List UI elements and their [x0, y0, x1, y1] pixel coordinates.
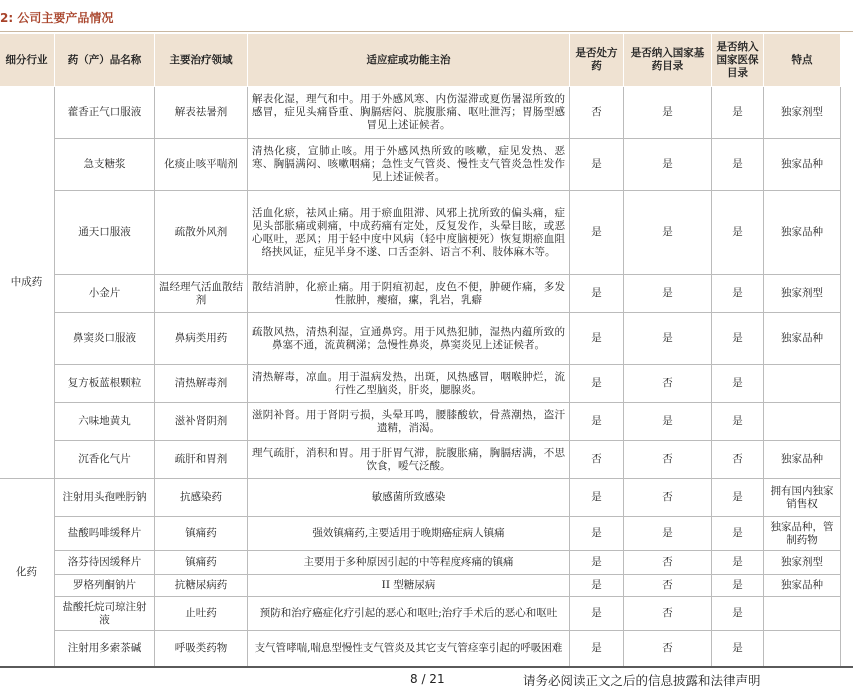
product-name: 罗格列酮钠片 [55, 575, 155, 597]
table-row [0, 403, 841, 441]
table-row [0, 365, 841, 403]
feature: 独家品种，管制药物 [764, 517, 841, 551]
therapeutic-area: 鼻病类用药 [155, 313, 248, 365]
essential-flag: 是 [624, 139, 712, 191]
therapeutic-area: 抗感染药 [155, 479, 248, 517]
therapeutic-area: 止吐药 [155, 597, 248, 631]
insurance-flag: 是 [712, 403, 764, 441]
product-name: 小金片 [55, 275, 155, 313]
header-product: 药（产）品名称 [55, 34, 155, 87]
therapeutic-area: 疏散外风剂 [155, 191, 248, 275]
feature: 拥有国内独家销售权 [764, 479, 841, 517]
otc-flag: 是 [570, 597, 624, 631]
essential-flag: 否 [624, 575, 712, 597]
table-row [0, 597, 841, 631]
otc-flag: 是 [570, 313, 624, 365]
therapeutic-area: 滋补肾阴剂 [155, 403, 248, 441]
feature: 独家品种 [764, 575, 841, 597]
group-tcm: 中成药 [0, 87, 55, 479]
indication: 理气疏肝，消积和胃。用于肝胃气滞，脘腹胀痛，胸膈痞满，不思饮食，嗳气泛酸。 [248, 441, 570, 479]
product-name: 急支糖浆 [55, 139, 155, 191]
otc-flag: 是 [570, 551, 624, 575]
insurance-flag: 是 [712, 87, 764, 139]
table-row [0, 139, 841, 191]
essential-flag: 否 [624, 597, 712, 631]
feature: 独家剂型 [764, 551, 841, 575]
feature: 独家剂型 [764, 275, 841, 313]
insurance-flag: 是 [712, 139, 764, 191]
indication: 活血化瘀，祛风止痛。用于瘀血阻滞、风邪上扰所致的偏头痛，症见头部胀痛或刺痛，中成药痛有定处，反复发作，头晕目眩，或恶心呕吐，恶风；用于轻中度中风病（轻中度脑梗死）恢复期瘀血阻络挟风证，症见半身不遂、口舌歪斜、语言不利、肢体麻木等。 [248, 191, 570, 275]
product-name: 注射用多索茶碱 [55, 631, 155, 667]
therapeutic-area: 呼吸类药物 [155, 631, 248, 667]
essential-flag: 否 [624, 631, 712, 667]
therapeutic-area: 清热解毒剂 [155, 365, 248, 403]
product-name: 藿香正气口服液 [55, 87, 155, 139]
essential-flag: 是 [624, 191, 712, 275]
indication: 主要用于多种原因引起的中等程度疼痛的镇痛 [248, 551, 570, 575]
page-number: 8 / 21 [410, 672, 445, 686]
product-name: 通天口服液 [55, 191, 155, 275]
insurance-flag: 是 [712, 365, 764, 403]
insurance-flag: 是 [712, 191, 764, 275]
header-feature: 特点 [764, 34, 841, 87]
therapeutic-area: 镇痛药 [155, 551, 248, 575]
indication: 敏感菌所致感染 [248, 479, 570, 517]
indication: 支气管哮喘,喘息型慢性支气管炎及其它支气管痉挛引起的呼吸困难 [248, 631, 570, 667]
otc-flag: 是 [570, 139, 624, 191]
footer-divider [0, 666, 853, 668]
insurance-flag: 是 [712, 313, 764, 365]
table-row [0, 575, 841, 597]
essential-flag: 是 [624, 517, 712, 551]
indication: II 型糖尿病 [248, 575, 570, 597]
feature [764, 403, 841, 441]
indication: 预防和治疗癌症化疗引起的恶心和呕吐;治疗手术后的恶心和呕吐 [248, 597, 570, 631]
insurance-flag: 是 [712, 517, 764, 551]
therapeutic-area: 化痰止咳平喘剂 [155, 139, 248, 191]
table-header-row [0, 34, 841, 87]
indication: 疏散风热，清热利湿，宣通鼻窍。用于风热犯肺，湿热内蕴所致的鼻塞不通，流黄稠涕；急慢性鼻炎，鼻窦炎见上述证候者。 [248, 313, 570, 365]
otc-flag: 是 [570, 191, 624, 275]
indication: 清热解毒，凉血。用于温病发热，出斑，风热感冒，咽喉肿烂，流行性乙型脑炎，肝炎，腮腺炎。 [248, 365, 570, 403]
essential-flag: 否 [624, 551, 712, 575]
indication: 散结消肿，化瘀止痛。用于阴疽初起，皮色不便，肿硬作痛，多发性脓肿，瘿瘤，瘰，乳岩，乳癖 [248, 275, 570, 313]
indication: 解表化湿，理气和中。用于外感风寒、内伤湿滞或夏伤暑湿所致的感冒，症见头痛昏重、胸膈痞闷、脘腹胀痛、呕吐泄泻；胃肠型感冒见上述证候者。 [248, 87, 570, 139]
header-insurance: 是否纳入国家医保目录 [712, 34, 764, 87]
product-name: 六味地黄丸 [55, 403, 155, 441]
caption-divider [0, 31, 853, 32]
indication: 强效镇痛药,主要适用于晚期癌症病人镇痛 [248, 517, 570, 551]
essential-flag: 是 [624, 403, 712, 441]
therapeutic-area: 温经理气活血散结剂 [155, 275, 248, 313]
essential-flag: 是 [624, 313, 712, 365]
header-otc: 是否处方药 [570, 34, 624, 87]
table-row [0, 551, 841, 575]
header-industry: 细分行业 [0, 34, 55, 87]
otc-flag: 是 [570, 631, 624, 667]
essential-flag: 否 [624, 479, 712, 517]
essential-flag: 是 [624, 275, 712, 313]
therapeutic-area: 抗糖尿病药 [155, 575, 248, 597]
otc-flag: 是 [570, 517, 624, 551]
otc-flag: 否 [570, 87, 624, 139]
table-row [0, 87, 841, 139]
feature: 独家品种 [764, 139, 841, 191]
table-row [0, 631, 841, 667]
essential-flag: 否 [624, 441, 712, 479]
insurance-flag: 是 [712, 551, 764, 575]
table-row [0, 275, 841, 313]
product-name: 盐酸吗啡缓释片 [55, 517, 155, 551]
group-chem: 化药 [0, 479, 55, 667]
insurance-flag: 是 [712, 631, 764, 667]
insurance-flag: 是 [712, 597, 764, 631]
insurance-flag: 是 [712, 275, 764, 313]
header-function: 适应症或功能主治 [248, 34, 570, 87]
feature: 独家品种 [764, 313, 841, 365]
feature: 独家品种 [764, 441, 841, 479]
feature [764, 365, 841, 403]
legal-disclaimer: 请务必阅读正文之后的信息披露和法律声明 [523, 673, 761, 688]
therapeutic-area: 镇痛药 [155, 517, 248, 551]
product-name: 注射用头孢唑肟钠 [55, 479, 155, 517]
product-name: 洛芬待因缓释片 [55, 551, 155, 575]
feature [764, 631, 841, 667]
table-row [0, 479, 841, 517]
otc-flag: 是 [570, 365, 624, 403]
table-row [0, 441, 841, 479]
insurance-flag: 是 [712, 479, 764, 517]
indication: 滋阴补肾。用于肾阴亏损，头晕耳鸣，腰膝酸软，骨蒸潮热，盗汗遗精，消渴。 [248, 403, 570, 441]
insurance-flag: 否 [712, 441, 764, 479]
product-name: 鼻窦炎口服液 [55, 313, 155, 365]
table-caption: 2: 公司主要产品情况 [0, 11, 114, 25]
essential-flag: 是 [624, 87, 712, 139]
feature [764, 597, 841, 631]
product-name: 沉香化气片 [55, 441, 155, 479]
product-table [0, 33, 841, 667]
feature: 独家剂型 [764, 87, 841, 139]
header-area: 主要治疗领域 [155, 34, 248, 87]
otc-flag: 是 [570, 403, 624, 441]
product-name: 复方板蓝根颗粒 [55, 365, 155, 403]
product-name: 盐酸托烷司琼注射液 [55, 597, 155, 631]
table-row [0, 517, 841, 551]
otc-flag: 是 [570, 575, 624, 597]
header-essential: 是否纳入国家基药目录 [624, 34, 712, 87]
otc-flag: 是 [570, 479, 624, 517]
therapeutic-area: 疏肝和胃剂 [155, 441, 248, 479]
therapeutic-area: 解表祛暑剂 [155, 87, 248, 139]
essential-flag: 否 [624, 365, 712, 403]
insurance-flag: 是 [712, 575, 764, 597]
table-row [0, 191, 841, 275]
indication: 清热化痰，宣肺止咳。用于外感风热所致的咳嗽，症见发热、恶寒、胸膈满闷、咳嗽咽痛；急性支气管炎、慢性支气管炎急性发作见上述证候者。 [248, 139, 570, 191]
otc-flag: 否 [570, 441, 624, 479]
table-row [0, 313, 841, 365]
feature: 独家品种 [764, 191, 841, 275]
otc-flag: 是 [570, 275, 624, 313]
